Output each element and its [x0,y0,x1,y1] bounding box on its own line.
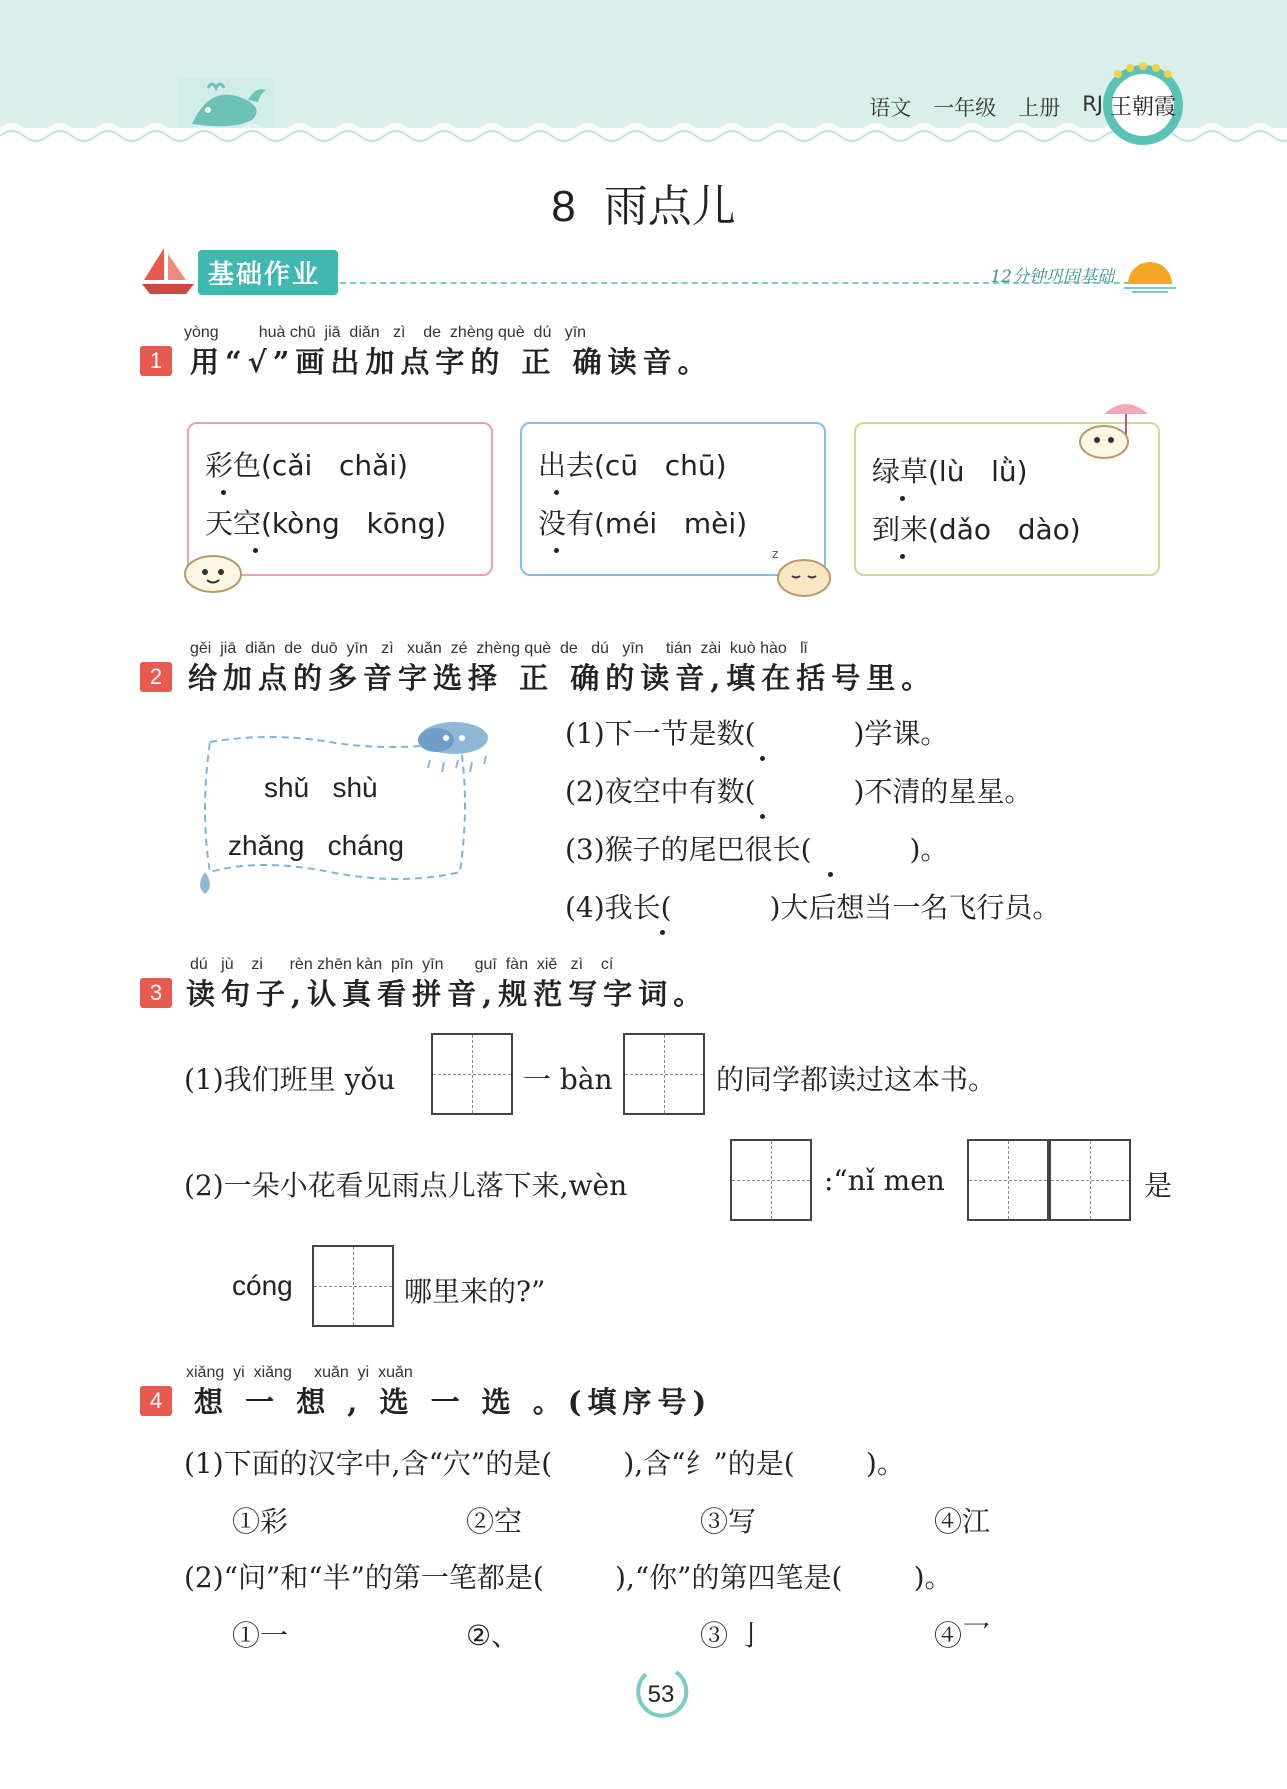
cloud-mascot-icon [180,546,246,600]
section-banner [140,246,1180,296]
emphasis-dot [253,548,258,553]
q4-pinyin: xiǎng yi xiǎng xuǎn yi xuǎn [186,1364,413,1381]
emphasis-dot [760,814,765,819]
q4-part-2: (2)“问”和“半”的第一笔都是( ),“你”的第四笔是( )。 [184,1561,953,1594]
emphasis-dot [828,872,833,877]
brand-name: 王朝霞 [1109,95,1177,120]
page-title [0,170,1287,234]
q4-number-badge: 4 [140,1386,172,1416]
q1-card-3-row-1: 绿草(lù lǜ) [872,455,1028,488]
q4-p1-option-3: ③写 [700,1505,757,1538]
q3-s3-suffix: 哪里来的?” [404,1275,546,1308]
q2-instruction: 给加点的多音字选择 正 确的读音,填在括号里。 [188,661,937,695]
q4-p2-option-1: ①一 [232,1619,289,1652]
emphasis-dot [221,490,226,495]
q2-pinyin: gěi jiā diǎn de duō yīn zì xuǎn zé zhèng què de dú yīn tián zài kuò hào lǐ [190,640,808,657]
q3-s2-suffix: 是 [1144,1169,1173,1202]
q3-s3-prefix: cóng [232,1270,293,1301]
whale-icon [178,78,274,128]
q1-pinyin: yòng huà chū jiā diǎn zì de zhèng què dú yīn [184,324,587,341]
q4-part-1: (1)下面的汉字中,含“穴”的是( ),含“纟”的是( )。 [184,1447,905,1480]
q4-p2-option-4: ④乛 [934,1619,991,1652]
q2-number-badge: 2 [140,662,172,692]
q4-p2-option-3: ③ 亅 [700,1619,765,1652]
q1-card-1-row-2: 天空(kòng kōng) [205,507,447,540]
q3-s1-middle: 一 bàn [523,1063,613,1096]
section-timing: 12分钟巩固基础 [990,267,1114,287]
writing-grid-box[interactable] [431,1033,513,1115]
q1-card-2-row-1: 出去(cū chū) [538,449,727,482]
lesson-number: 8 [551,182,576,231]
pinyin-shu-options: shǔ shù [264,772,378,803]
sleeping-cloud-icon [770,546,834,602]
subject-label: 语文 [869,96,912,120]
edition-label: RJ [1082,92,1103,116]
lesson-title: 雨点儿 [603,182,736,231]
pinyin-zhang-options: zhǎng cháng [228,830,404,861]
volume-label: 上册 [1018,96,1061,120]
rain-cloud-icon [410,716,502,786]
raindrop-icon [194,870,216,896]
header-wave-band [0,0,1287,170]
writing-grid-box[interactable] [623,1033,705,1115]
q3-s2-middle: :“nǐ men [824,1164,945,1197]
q4-p1-option-1: ①彩 [232,1505,289,1538]
q3-pinyin: dú jù zi rèn zhēn kàn pīn yīn guī fàn xiě zì cí [190,956,614,973]
writing-grid-box[interactable] [1049,1139,1131,1221]
header-info [869,92,1103,122]
q2-item-2: (2)夜空中有数( )不清的星星。 [565,775,1033,808]
emphasis-dot [900,496,905,501]
q1-card-1-row-1: 彩色(cǎi chǎi) [205,449,408,482]
q2-item-1: (1)下一节是数( )学课。 [565,717,949,750]
q1-instruction: 用“√”画出加点字的 正 确读音。 [190,345,713,379]
emphasis-dot [760,756,765,761]
q4-instruction: 想 一 想 , 选 一 选 。(填序号) [194,1385,713,1419]
sun-icon [1120,250,1180,294]
page-number: 53 [647,1681,675,1708]
q4-p1-option-4: ④江 [934,1505,991,1538]
q1-card-3-row-2: 到来(dǎo dào) [872,513,1081,546]
sailboat-icon [140,246,196,296]
q1-number-badge: 1 [140,346,172,376]
writing-grid-box[interactable] [730,1139,812,1221]
q1-card-2-row-2: 没有(méi mèi) [538,507,748,540]
grade-label: 一年级 [933,96,997,120]
q4-p1-option-2: ②空 [466,1505,523,1538]
q3-s1-suffix: 的同学都读过这本书。 [716,1063,997,1096]
writing-grid-box[interactable] [967,1139,1049,1221]
q3-s2-prefix: (2)一朵小花看见雨点儿落下来,wèn [184,1169,628,1202]
brand-seal-logo [1100,62,1186,148]
q3-instruction: 读句子,认真看拼音,规范写字词。 [186,977,709,1011]
svg-text:z: z [772,547,779,561]
section-title: 基础作业 [198,250,338,295]
q3-s1-prefix: (1)我们班里 yǒu [184,1063,396,1096]
q4-p2-option-2: ②、 [466,1619,520,1652]
emphasis-dot [660,930,665,935]
emphasis-dot [900,554,905,559]
emphasis-dot [554,548,559,553]
q2-item-3: (3)猴子的尾巴很长( )。 [565,833,949,866]
q3-number-badge: 3 [140,978,172,1008]
writing-grid-box[interactable] [312,1245,394,1327]
umbrella-cloud-icon [1074,400,1154,470]
emphasis-dot [554,490,559,495]
q2-item-4: (4)我长( )大后想当一名飞行员。 [565,891,1061,924]
